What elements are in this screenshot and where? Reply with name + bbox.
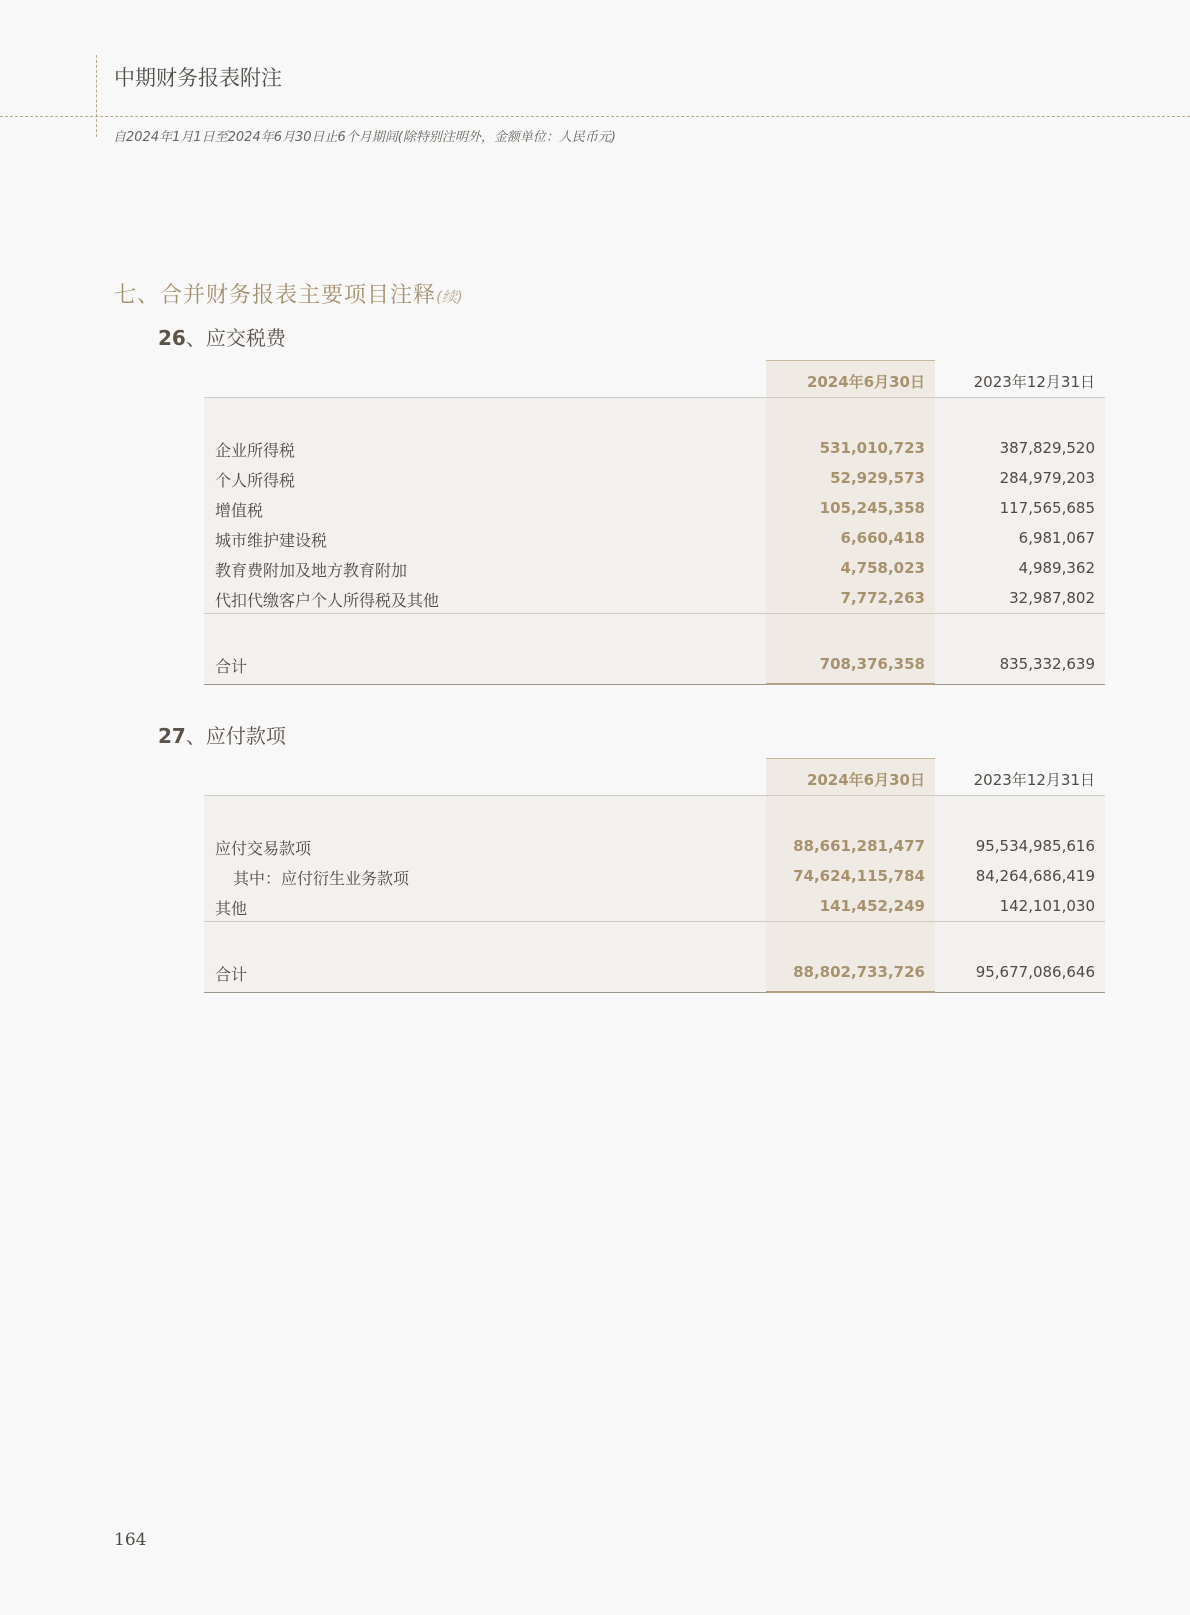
column-header-current: 2024年6月30日 [806,373,925,391]
row-value-previous: 387,829,520 [999,439,1095,457]
table-row [204,524,1105,554]
row-label: 教育费附加及地方教育附加 [215,561,408,580]
row-value-previous: 6,981,067 [1018,529,1095,547]
row-value-current: 531,010,723 [819,439,925,457]
row-label: 增值税 [215,501,264,520]
subtotal-rule [204,613,1105,614]
total-value-current: 708,376,358 [819,655,925,673]
section-title-text: 七、合并财务报表主要项目注释 [114,283,437,308]
note-26-title [158,322,286,351]
total-value-current: 88,802,733,726 [793,963,925,981]
table-row [204,554,1105,584]
total-row [204,650,1105,680]
row-value-current: 7,772,263 [840,589,925,607]
row-value-current: 4,758,023 [840,559,925,577]
row-value-previous: 142,101,030 [999,897,1095,915]
section-title [114,278,463,309]
row-label: 代扣代缴客户个人所得税及其他 [215,591,440,610]
row-value-previous: 95,534,985,616 [975,837,1095,855]
table-row [204,584,1105,614]
column-highlight-bottom-rule [766,991,935,993]
row-value-current: 6,660,418 [840,529,925,547]
table-row [204,862,1105,892]
column-highlight-top-rule [766,758,935,759]
section-continued: (续) [436,288,463,306]
table-row [204,434,1105,464]
column-highlight-top-rule [766,360,935,361]
accounts-payable-table [204,758,1105,994]
row-label: 其中：应付衍生业务款项 [233,869,410,888]
table-row [204,464,1105,494]
note-27-title [158,720,286,749]
column-header-previous: 2023年12月31日 [973,373,1095,391]
total-label: 合计 [215,657,248,676]
column-header-previous: 2023年12月31日 [973,771,1095,789]
total-row [204,958,1105,988]
row-label: 城市维护建设税 [215,531,328,550]
header-divider-vertical [96,55,97,137]
page-header-subtitle: 自2024年1月1日至2024年6月30日止6个月期间(除特别注明外，金额单位：人民币元) [113,130,616,145]
row-value-current: 52,929,573 [830,469,925,487]
page-number: 164 [114,1530,147,1550]
note-27-number: 27 [158,724,186,748]
header-rule [204,397,1105,398]
row-value-previous: 84,264,686,419 [975,867,1095,885]
row-value-current: 88,661,281,477 [793,837,925,855]
header-divider-horizontal [0,116,1190,117]
subtotal-rule [204,921,1105,922]
column-highlight-bottom-rule [766,683,935,685]
row-value-current: 141,452,249 [819,897,925,915]
total-label: 合计 [215,965,248,984]
note-26-title-text: 、应交税费 [185,326,286,350]
total-value-previous: 95,677,086,646 [975,963,1095,981]
column-header-current: 2024年6月30日 [806,771,925,789]
row-value-current: 74,624,115,784 [793,867,925,885]
note-26-number: 26 [158,326,186,350]
row-value-previous: 117,565,685 [999,499,1095,517]
row-label: 企业所得税 [215,441,296,460]
table-bottom-rule [204,684,1105,685]
table-bottom-rule [204,992,1105,993]
row-label: 其他 [215,899,248,918]
row-value-previous: 32,987,802 [1009,589,1095,607]
header-rule [204,795,1105,796]
row-label: 应付交易款项 [215,839,312,858]
row-value-current: 105,245,358 [819,499,925,517]
row-value-previous: 284,979,203 [999,469,1095,487]
total-value-previous: 835,332,639 [999,655,1095,673]
note-27-title-text: 、应付款项 [185,724,286,748]
taxes-payable-table [204,360,1105,686]
page-header-title: 中期财务报表附注 [114,66,282,90]
row-label: 个人所得税 [215,471,296,490]
table-row [204,832,1105,862]
table-row [204,494,1105,524]
row-value-previous: 4,989,362 [1018,559,1095,577]
table-row [204,892,1105,922]
